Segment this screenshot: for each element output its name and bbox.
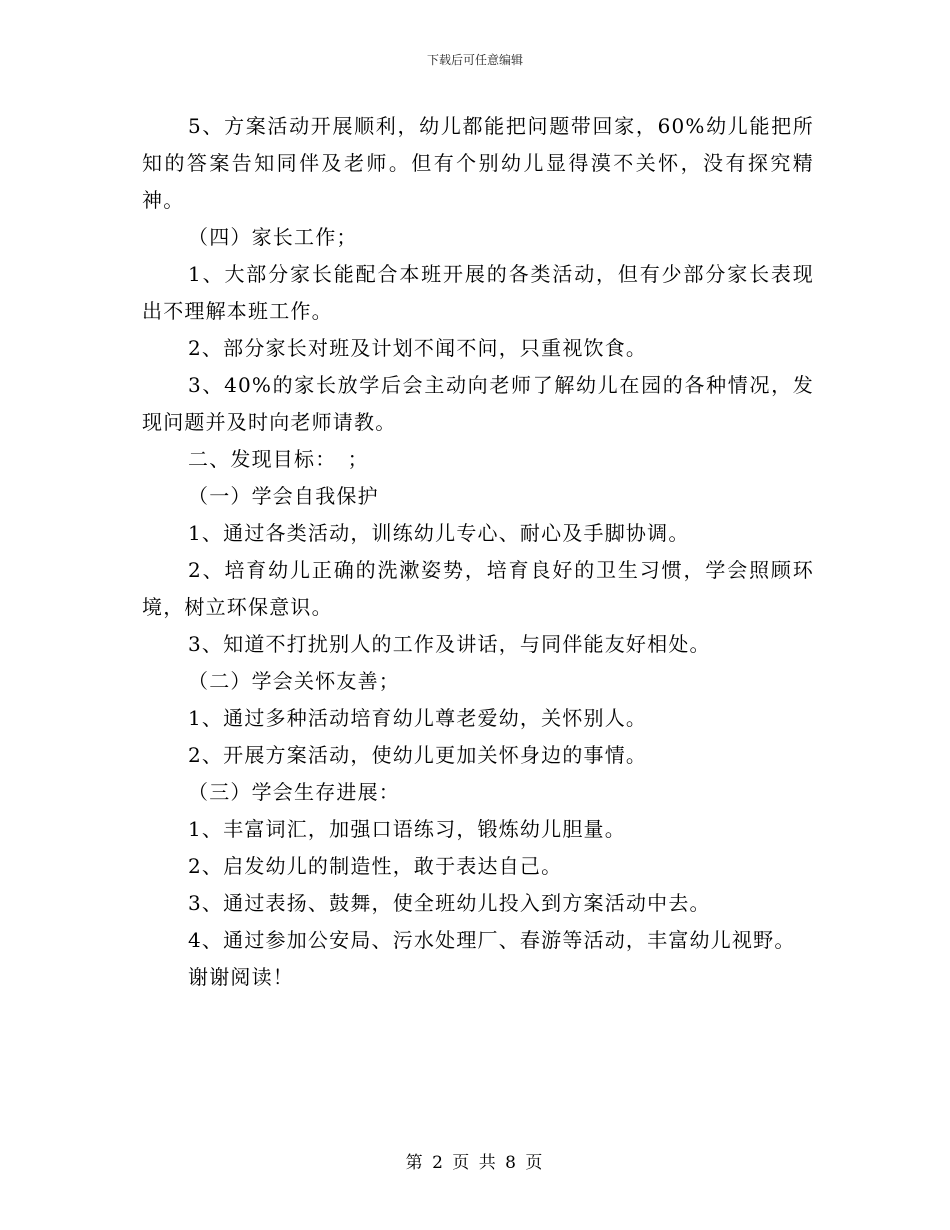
heading-survival-progress: （三）学会生存进展： <box>188 780 400 804</box>
paragraph-survival-3: 3、通过表扬、鼓舞，使全班幼儿投入到方案活动中去。 <box>188 891 711 915</box>
page-number: 第 2 页 共 8 页 <box>405 1153 545 1173</box>
paragraph-care-1: 1、通过多种活动培育幼儿尊老爱幼，关怀别人。 <box>188 706 648 730</box>
paragraph-parent-2: 2、部分家长对班及计划不闻不问，只重视饮食。 <box>188 336 648 360</box>
paragraph-self-protection-1: 1、通过各类活动，训练幼儿专心、耐心及手脚协调。 <box>188 521 690 545</box>
paragraph-survival-1: 1、丰富词汇，加强口语练习，锻炼幼儿胆量。 <box>188 817 626 841</box>
heading-self-protection: （一）学会自我保护 <box>188 484 379 508</box>
paragraph-activity-result: 5、方案活动开展顺利，幼儿都能把问题带回家，60%幼儿能把所知的答案告知同伴及老师。但有个别幼儿显得漠不关怀，没有探究精神。 <box>142 114 814 212</box>
closing-thanks: 谢谢阅读！ <box>188 965 294 989</box>
paragraph-self-protection-2: 2、培育幼儿正确的洗漱姿势，培育良好的卫生习惯，学会照顾环境，树立环保意识。 <box>142 558 814 619</box>
document-body <box>142 108 814 996</box>
heading-goals: 二、发现目标： ； <box>188 447 369 471</box>
page-header: 下载后可任意编辑 <box>426 53 523 67</box>
paragraph-self-protection-3: 3、知道不打扰别人的工作及讲话，与同伴能友好相处。 <box>188 632 711 656</box>
paragraph-care-2: 2、开展方案活动，使幼儿更加关怀身边的事情。 <box>188 743 648 767</box>
paragraph-parent-3: 3、40%的家长放学后会主动向老师了解幼儿在园的各种情况，发现问题并及时向老师请教。 <box>142 373 814 434</box>
paragraph-parent-1: 1、大部分家长能配合本班开展的各类活动，但有少部分家长表现出不理解本班工作。 <box>142 262 814 323</box>
paragraph-survival-2: 2、启发幼儿的制造性，敢于表达自己。 <box>188 854 563 878</box>
heading-care-friendly: （二）学会关怀友善； <box>188 669 400 693</box>
heading-parent-work: （四）家长工作； <box>188 225 358 249</box>
paragraph-survival-4: 4、通过参加公安局、污水处理厂、春游等活动，丰富幼儿视野。 <box>188 928 796 952</box>
